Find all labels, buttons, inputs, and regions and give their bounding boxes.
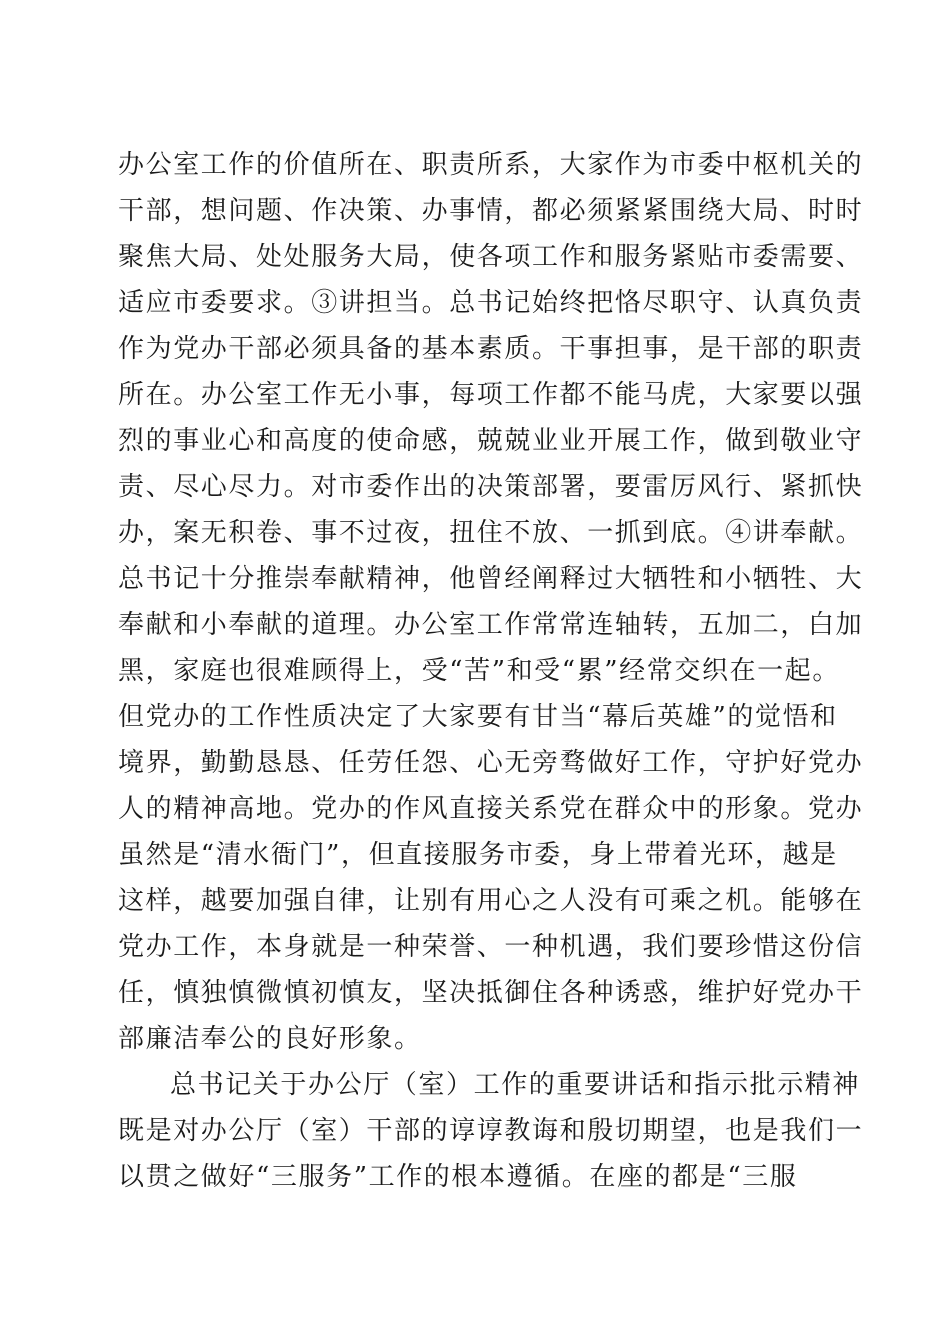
text-line: 虽然是“清水衙门”，但直接服务市委，身上带着光环，越是 — [118, 840, 838, 870]
body-text — [118, 142, 864, 1200]
text-line: 既是对办公厅（室）干部的谆谆教诲和殷切期望，也是我们一 — [118, 1116, 864, 1146]
text-line: 部廉洁奉公的良好形象。 — [118, 1024, 422, 1054]
text-line: 人的精神高地。党办的作风直接关系党在群众中的形象。党办 — [118, 794, 864, 824]
text-line: 作为党办干部必须具备的基本素质。干事担事，是干部的职责 — [118, 334, 864, 364]
text-line: 聚焦大局、处处服务大局，使各项工作和服务紧贴市委需要、 — [118, 242, 864, 272]
text-line: 所在。办公室工作无小事，每项工作都不能马虎，大家要以强 — [118, 380, 864, 410]
text-line: 办公室工作的价值所在、职责所系，大家作为市委中枢机关的 — [118, 150, 864, 180]
text-line: 奉献和小奉献的道理。办公室工作常常连轴转，五加二，白加 — [118, 610, 864, 640]
text-line: 境界，勤勤恳恳、任劳任怨、心无旁骛做好工作，守护好党办 — [118, 748, 864, 778]
text-line: 这样，越要加强自律，让别有用心之人没有可乘之机。能够在 — [118, 886, 864, 916]
text-line: 干部，想问题、作决策、办事情，都必须紧紧围绕大局、时时 — [118, 196, 864, 226]
text-line: 但党办的工作性质决定了大家要有甘当“幕后英雄”的觉悟和 — [118, 702, 838, 732]
text-line: 责、尽心尽力。对市委作出的决策部署，要雷厉风行、紧抓快 — [118, 472, 864, 502]
text-line: 黑，家庭也很难顾得上，受“苦”和受“累”经常交织在一起。 — [118, 656, 840, 686]
text-line: 以贯之做好“三服务”工作的根本遵循。在座的都是“三服 — [118, 1162, 798, 1192]
text-line: 适应市委要求。③讲担当。总书记始终把恪尽职守、认真负责 — [118, 288, 864, 318]
text-line: 总书记十分推崇奉献精神，他曾经阐释过大牺牲和小牺牲、大 — [118, 564, 864, 594]
text-line: 党办工作，本身就是一种荣誉、一种机遇，我们要珍惜这份信 — [118, 932, 864, 962]
paragraph-start-line: 总书记关于办公厅（室）工作的重要讲话和指示批示精神 — [170, 1070, 861, 1100]
text-line: 任，慎独慎微慎初慎友，坚决抵御住各种诱惑，维护好党办干 — [118, 978, 864, 1008]
text-line: 烈的事业心和高度的使命感，兢兢业业开展工作，做到敬业守 — [118, 426, 864, 456]
text-line: 办，案无积卷、事不过夜，扭住不放、一抓到底。④讲奉献。 — [118, 518, 864, 548]
